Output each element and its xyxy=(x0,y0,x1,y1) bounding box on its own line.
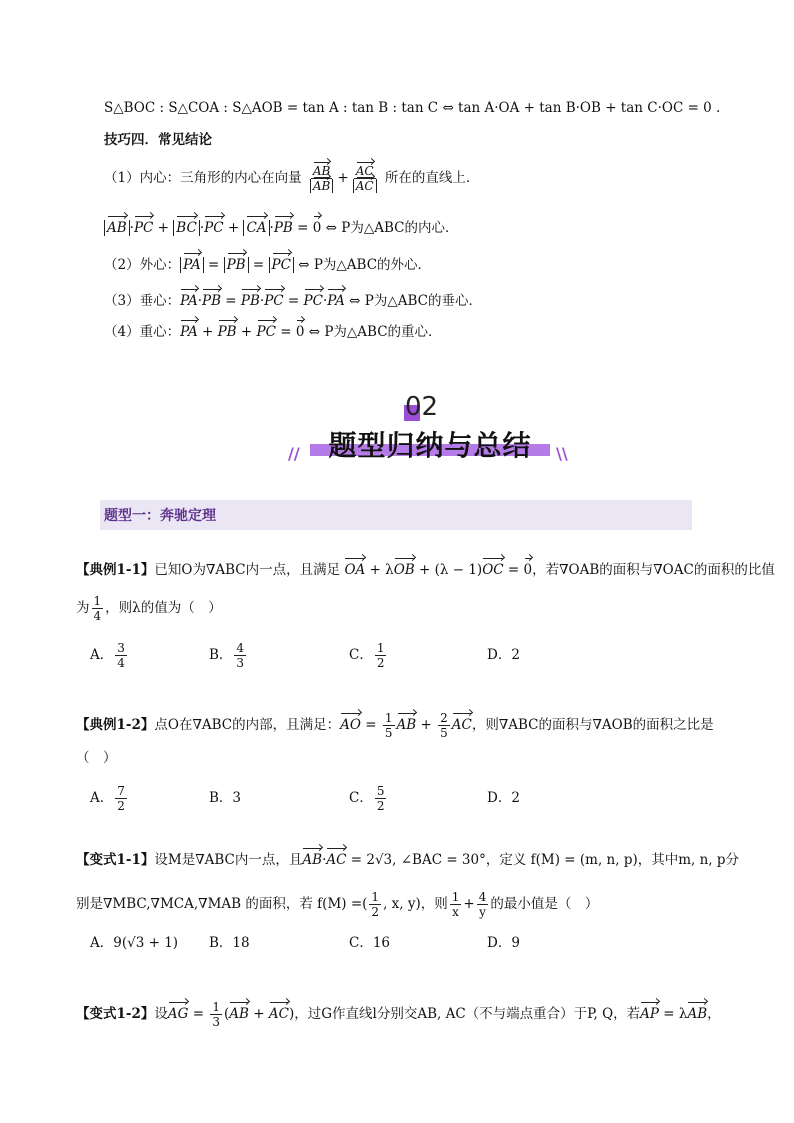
q1-option-a[interactable]: A． $\frac{3}{4}$ xyxy=(90,641,125,670)
unit-vector-ac: $\frac{AC}{AC}$ xyxy=(351,164,379,193)
q1-text-b: ，若∇OAB的面积与∇OAC的面积的比值 xyxy=(532,562,775,578)
q1-option-c[interactable]: C． $\frac{1}{2}$ xyxy=(349,641,385,670)
q4-line1: 【变式1-2】设AG = $\frac{1}{3}$ (AB + AC)，过G作直线l分别交AB, AC（不与端点重合）于P, Q，若AP = λAB， xyxy=(76,1000,721,1029)
q2-option-a[interactable]: A． $\frac{7}{2}$ xyxy=(90,784,125,813)
benz-formula xyxy=(104,98,720,118)
q4-text-a: 设 xyxy=(154,1006,168,1022)
q1-text-a: 已知O为∇ABC内一点，且满足 xyxy=(154,562,341,578)
ortho-label: （3）垂心： xyxy=(104,293,181,309)
q2-text-a: 点O在∇ABC的内部，且满足： xyxy=(154,717,341,733)
incenter-text-c: ⇔ P为△ABC的内心． xyxy=(325,220,459,236)
q1-tag: 【典例1-1】 xyxy=(76,562,155,578)
benz-formula-lhs: S△BOC : S△COA : S△AOB = tan A : tan B : tan C xyxy=(104,100,439,116)
incenter-condition: AB ·PC + BC ·PC + CA ·PB = 0 ⇔ P为△ABC的内心． xyxy=(104,218,458,238)
unit-vector-ab: $\frac{AB}{AB}$ xyxy=(308,164,335,193)
q3-text-a: 设M是∇ABC内一点，且 xyxy=(154,852,303,868)
q1-line2 xyxy=(76,594,222,623)
q2-text-b: ，则∇ABC的面积与∇AOB的面积之比是 xyxy=(471,717,714,733)
q4-tag: 【变式1-2】 xyxy=(76,1006,155,1022)
section-number: 02 xyxy=(405,392,439,422)
benz-formula-rhs: ⇔ tan A·OA + tan B·OB + tan C·OC = 0 . xyxy=(442,100,721,116)
q3-text-b: = 2√3, ∠BAC = 30°，定义 f(M) = (m, n, p)，其中m, n, p分 xyxy=(350,852,740,868)
q3-option-d[interactable]: D．9 xyxy=(487,935,520,951)
circum-label: （2）外心： xyxy=(104,257,181,273)
tip4-title: 技巧四．常见结论 xyxy=(104,132,212,148)
section-right-mark: \\ xyxy=(556,444,568,463)
q1-ratio: $\frac{1}{4}$ xyxy=(93,594,102,623)
q3-option-b[interactable]: B．18 xyxy=(209,935,250,951)
orthocenter-line: （3）垂心：PA·PB = PB·PC = PC·PA ⇔ P为△ABC的垂心． xyxy=(104,293,482,309)
q1-option-d[interactable]: D．2 xyxy=(487,647,520,663)
centroid-line: （4）重心：PA + PB + PC = 0 ⇔ P为△ABC的重心． xyxy=(104,324,442,340)
q3-option-c[interactable]: C．16 xyxy=(349,935,391,951)
ortho-tail: ⇔ P为△ABC的垂心． xyxy=(349,293,482,309)
circum-tail: ⇔ P为△ABC的外心． xyxy=(298,257,432,273)
q1-option-b[interactable]: B． $\frac{4}{3}$ xyxy=(209,641,245,670)
q3-line2: 别是∇MBC,∇MCA,∇MAB 的面积，若 f(M) =( $\frac{1}{2}$ , x, y)，则 $\frac{1}{x}$ + $\frac{4}{y}$ 的最小值是（ ） xyxy=(76,890,599,919)
q3-tag: 【变式1-1】 xyxy=(76,852,155,868)
q4-text-b: ，过G作直线l分别交AB, AC（不与端点重合）于P, Q，若 xyxy=(294,1006,641,1022)
q1-text-c: 为 xyxy=(76,600,90,616)
q3-option-a[interactable]: A．9(√3 + 1) xyxy=(90,935,179,951)
circumcenter-line: （2）外心： PA = PB = PC ⇔ P为△ABC的外心． xyxy=(104,257,432,273)
q1-text-d: ，则λ的值为（ ） xyxy=(105,600,222,616)
q2-tag: 【典例1-2】 xyxy=(76,717,155,733)
centroid-label: （4）重心： xyxy=(104,324,181,340)
type1-label: 题型一：奔驰定理 xyxy=(104,508,216,524)
q3-text-d: ，则 xyxy=(420,896,448,912)
centroid-tail: ⇔ P为△ABC的重心． xyxy=(308,324,442,340)
q2-option-b[interactable]: B．3 xyxy=(209,790,242,806)
q2-option-d[interactable]: D．2 xyxy=(487,790,520,806)
q3-line1: 【变式1-1】设M是∇ABC内一点，且AB·AC = 2√3, ∠BAC = 30°，定义 f(M) = (m, n, p)，其中m, n, p分 xyxy=(76,852,740,868)
q4-text-c: = λ xyxy=(663,1006,688,1022)
q1-line1: 【典例1-1】已知O为∇ABC内一点，且满足 OA + λOB + (λ − 1)OC = 0，若∇OAB的面积与∇OAC的面积的比值 xyxy=(76,562,775,578)
incenter-text-b: 所在的直线上． xyxy=(384,170,480,186)
section-left-mark: // xyxy=(288,444,300,463)
q2-line1: 【典例1-2】点O在∇ABC的内部，且满足：AO = $\frac{1}{5}$ AB + $\frac{2}{5}$ AC，则∇ABC的面积与∇AOB的面积之比是 xyxy=(76,711,714,740)
section-title: 题型归纳与总结 xyxy=(328,429,532,462)
q3-text-c: 别是∇MBC,∇MCA,∇MAB 的面积，若 f(M) = xyxy=(76,896,363,912)
incenter-line: （1）内心：三角形的内心在向量 $\frac{AB}{AB}$ + $\frac{AC}{AC}$ 所在的直线上． xyxy=(104,164,480,193)
q2-option-c[interactable]: C． $\frac{5}{2}$ xyxy=(349,784,385,813)
incenter-text-a: （1）内心：三角形的内心在向量 xyxy=(104,170,302,186)
q3-text-e: 的最小值是（ ） xyxy=(490,896,599,912)
q2-paren: （ ） xyxy=(76,750,117,766)
